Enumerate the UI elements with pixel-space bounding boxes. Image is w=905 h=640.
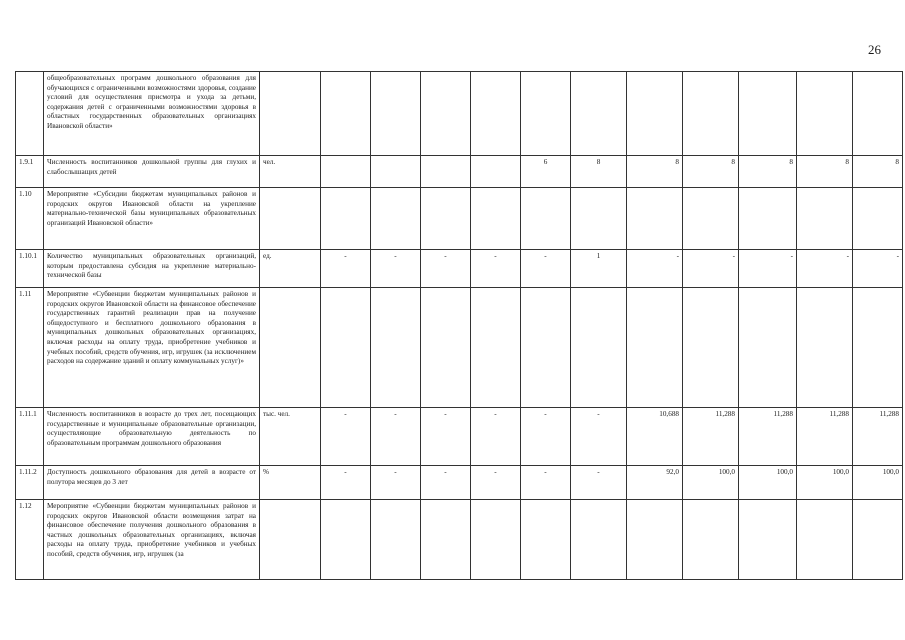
value-cell bbox=[853, 288, 903, 408]
value-cell bbox=[421, 188, 471, 250]
value-cell bbox=[371, 288, 421, 408]
value-cell bbox=[683, 188, 739, 250]
value-cell: 11,288 bbox=[739, 408, 797, 466]
value-cell bbox=[627, 500, 683, 580]
value-cell bbox=[739, 188, 797, 250]
value-cell: - bbox=[371, 408, 421, 466]
table-row bbox=[16, 188, 903, 250]
row-number: 1.10 bbox=[16, 188, 44, 250]
row-unit bbox=[260, 500, 321, 580]
row-number: 1.10.1 bbox=[16, 250, 44, 288]
value-cell bbox=[797, 188, 853, 250]
value-cell bbox=[571, 188, 627, 250]
value-cell bbox=[321, 288, 371, 408]
value-cell: - bbox=[371, 250, 421, 288]
value-cell bbox=[321, 188, 371, 250]
value-cell bbox=[739, 288, 797, 408]
row-description: Мероприятие «Субвенции бюджетам муниципальных районов и городских округов Ивановской области возмещения затрат на финансовое обеспечение получения дошкольного образования в частных дошкольных образовательных организациях, включая расходы на оплату труда, приобретение учебников и учебных пособий, средств обучения, игр, игрушек (за bbox=[44, 500, 260, 580]
value-cell bbox=[421, 288, 471, 408]
value-cell bbox=[683, 500, 739, 580]
row-number: 1.11.1 bbox=[16, 408, 44, 466]
value-cell bbox=[371, 500, 421, 580]
value-cell bbox=[627, 188, 683, 250]
value-cell bbox=[421, 500, 471, 580]
value-cell: - bbox=[739, 250, 797, 288]
value-cell: 6 bbox=[521, 156, 571, 188]
row-number: 1.9.1 bbox=[16, 156, 44, 188]
row-unit: ед. bbox=[260, 250, 321, 288]
value-cell: - bbox=[471, 250, 521, 288]
row-number: 1.11 bbox=[16, 288, 44, 408]
value-cell: 100,0 bbox=[853, 466, 903, 500]
value-cell bbox=[683, 288, 739, 408]
value-cell bbox=[571, 288, 627, 408]
row-unit bbox=[260, 72, 321, 156]
value-cell bbox=[471, 72, 521, 156]
value-cell bbox=[853, 72, 903, 156]
value-cell bbox=[321, 156, 371, 188]
row-description: Мероприятие «Субвенции бюджетам муниципальных районов и городских округов Ивановской области на финансовое обеспечение государственных гарантий реализации прав на получение общедоступного и бесплатного дошкольного образования в муниципальных дошкольных образовательных организациях, включая расходы на оплату труда, приобретение учебников и учебных пособий, средств обучения, игр, игрушек (за исключением расходов на содержание зданий и оплату коммунальных услуг)» bbox=[44, 288, 260, 408]
value-cell: - bbox=[371, 466, 421, 500]
value-cell bbox=[627, 288, 683, 408]
value-cell bbox=[853, 188, 903, 250]
row-unit bbox=[260, 288, 321, 408]
value-cell bbox=[421, 156, 471, 188]
value-cell: 100,0 bbox=[797, 466, 853, 500]
table-row bbox=[16, 408, 903, 466]
value-cell bbox=[521, 188, 571, 250]
value-cell bbox=[739, 72, 797, 156]
value-cell: - bbox=[853, 250, 903, 288]
value-cell: 10,688 bbox=[627, 408, 683, 466]
value-cell: - bbox=[421, 466, 471, 500]
value-cell: - bbox=[321, 466, 371, 500]
value-cell bbox=[797, 72, 853, 156]
value-cell bbox=[571, 500, 627, 580]
value-cell bbox=[521, 72, 571, 156]
value-cell: - bbox=[421, 250, 471, 288]
value-cell bbox=[683, 72, 739, 156]
value-cell bbox=[627, 72, 683, 156]
value-cell bbox=[739, 500, 797, 580]
value-cell: 8 bbox=[739, 156, 797, 188]
row-number bbox=[16, 72, 44, 156]
value-cell: - bbox=[797, 250, 853, 288]
value-cell: - bbox=[627, 250, 683, 288]
page-number: 26 bbox=[868, 42, 881, 57]
value-cell: - bbox=[321, 408, 371, 466]
row-description: Численность воспитанников в возрасте до трех лет, посещающих государственные и муниципальные образовательные организации, осуществляющие образовательную деятельность по образовательным программам дошкольного образования bbox=[44, 408, 260, 466]
row-number: 1.11.2 bbox=[16, 466, 44, 500]
row-description: Количество муниципальных образовательных организаций, которым предоставлена субсидия на укрепление материально-технической базы bbox=[44, 250, 260, 288]
value-cell bbox=[321, 72, 371, 156]
value-cell bbox=[371, 188, 421, 250]
value-cell: - bbox=[321, 250, 371, 288]
table-row bbox=[16, 156, 903, 188]
value-cell bbox=[521, 288, 571, 408]
value-cell bbox=[321, 500, 371, 580]
value-cell: 100,0 bbox=[739, 466, 797, 500]
value-cell bbox=[471, 288, 521, 408]
row-description: общеобразовательных программ дошкольного образования для обучающихся с ограниченными возможностями здоровья, создание условий для осуществления присмотра и ухода за детьми, содержания детей с ограниченными возможностями здоровья в областных государственных образовательных организациях Ивановской области» bbox=[44, 72, 260, 156]
value-cell: - bbox=[471, 408, 521, 466]
table-row bbox=[16, 500, 903, 580]
value-cell: 8 bbox=[797, 156, 853, 188]
value-cell bbox=[571, 72, 627, 156]
row-unit bbox=[260, 188, 321, 250]
table-row bbox=[16, 250, 903, 288]
value-cell: - bbox=[421, 408, 471, 466]
value-cell bbox=[421, 72, 471, 156]
row-unit: чел. bbox=[260, 156, 321, 188]
value-cell bbox=[371, 72, 421, 156]
value-cell: - bbox=[521, 408, 571, 466]
row-description: Мероприятие «Субсидии бюджетам муниципальных районов и городских округов Ивановской области на укрепление материально-технической базы муниципальных образовательных организаций Ивановской области» bbox=[44, 188, 260, 250]
value-cell bbox=[853, 500, 903, 580]
value-cell: 11,288 bbox=[853, 408, 903, 466]
table-row bbox=[16, 466, 903, 500]
row-number: 1.12 bbox=[16, 500, 44, 580]
value-cell bbox=[797, 288, 853, 408]
value-cell: 8 bbox=[683, 156, 739, 188]
table-body bbox=[16, 72, 903, 580]
value-cell bbox=[521, 500, 571, 580]
row-description: Доступность дошкольного образования для детей в возрасте от полутора месяцев до 3 лет bbox=[44, 466, 260, 500]
value-cell bbox=[471, 500, 521, 580]
value-cell bbox=[471, 156, 521, 188]
row-description: Численность воспитанников дошкольной группы для глухих и слабослышащих детей bbox=[44, 156, 260, 188]
value-cell: - bbox=[571, 466, 627, 500]
row-unit: % bbox=[260, 466, 321, 500]
table-row bbox=[16, 288, 903, 408]
value-cell: - bbox=[471, 466, 521, 500]
value-cell: 100,0 bbox=[683, 466, 739, 500]
indicators-table bbox=[15, 71, 903, 580]
value-cell bbox=[797, 500, 853, 580]
value-cell: - bbox=[683, 250, 739, 288]
value-cell: - bbox=[521, 250, 571, 288]
value-cell: 11,288 bbox=[683, 408, 739, 466]
value-cell: - bbox=[521, 466, 571, 500]
value-cell bbox=[471, 188, 521, 250]
value-cell bbox=[371, 156, 421, 188]
value-cell: - bbox=[571, 408, 627, 466]
value-cell: 8 bbox=[627, 156, 683, 188]
table-row bbox=[16, 72, 903, 156]
value-cell: 8 bbox=[571, 156, 627, 188]
value-cell: 11,288 bbox=[797, 408, 853, 466]
row-unit: тыс. чел. bbox=[260, 408, 321, 466]
value-cell: 8 bbox=[853, 156, 903, 188]
value-cell: 92,0 bbox=[627, 466, 683, 500]
value-cell: 1 bbox=[571, 250, 627, 288]
